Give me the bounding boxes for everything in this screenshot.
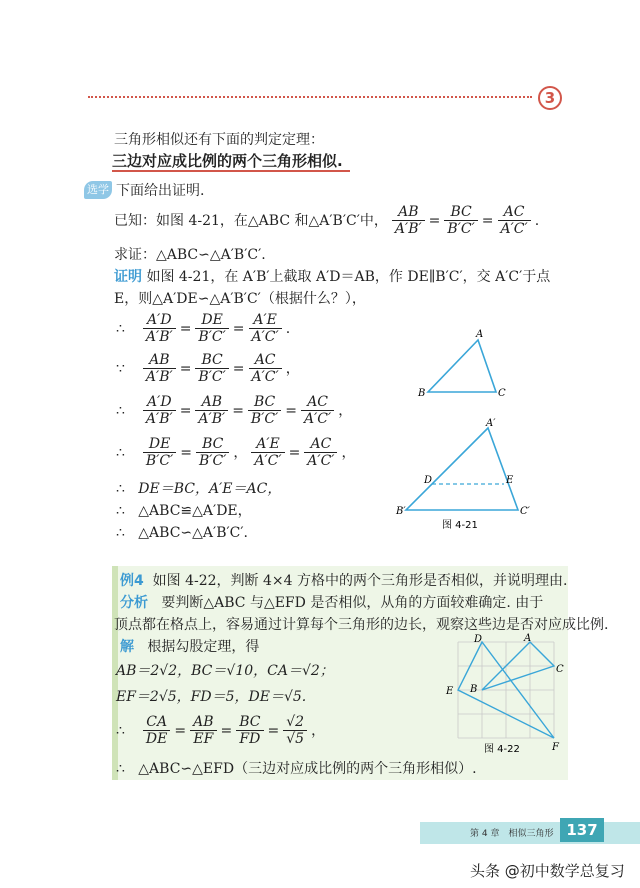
proof-step-1: ∴ $\frac{A'D}{A'B'}$ = $\frac{DE}{B'C'}$ = $\frac{A'E}{A'C'}$ . (116, 312, 291, 345)
proof-line-1: 证明 如图 4-21，在 A′B′上截取 A′D＝AB，作 DE∥B′C′，交 A′C′于点 (114, 269, 551, 285)
label-a2: A (524, 633, 532, 644)
triangle-a1b1c1 (406, 428, 518, 510)
prove-line: 求证：△ABC∽△A′B′C′. (114, 247, 266, 263)
solution-keyword: 解 (120, 639, 134, 655)
figure-4-21-caption: 图 4-21 (442, 520, 478, 531)
given-prefix: 已知：如图 4-21，在△ABC 和△A′B′C′中， (114, 212, 388, 229)
analysis-line-2: 顶点都在格点上，容易通过计算每个三角形的边长，观察这些边是否对应成比例. (114, 617, 609, 633)
solution-step-3: ∴ $\frac{CA}{DE}$ = $\frac{AB}{EF}$ = $\frac{BC}{FD}$ = $\frac{√2}{√5}$ ， (116, 714, 326, 747)
intro-text: 三角形相似还有下面的判定定理： (114, 132, 324, 148)
solution-step-4: ∴ △ABC∽△EFD（三边对应成比例的两个三角形相似）. (116, 761, 477, 777)
given-frac-2: $\frac{BC}{B'C'}$ (444, 204, 477, 237)
page-number: 137 (560, 818, 604, 842)
analysis-keyword: 分析 (120, 595, 148, 611)
chapter-label: 第 4 章 相似三角形 (470, 829, 554, 839)
label-b-prime: B′ (396, 506, 406, 517)
optional-tag: 选学 (84, 181, 112, 199)
solution-step-2: EF＝2√5，FD＝5，DE＝√5. (116, 689, 307, 705)
proof-intro: 下面给出证明. (116, 183, 205, 199)
triangle-abc (428, 340, 496, 392)
given-frac-1: $\frac{AB}{A'B'}$ (392, 204, 425, 237)
proof-step-3: ∴ $\frac{A'D}{A'B'}$ = $\frac{AB}{A'B'}$ = $\frac{BC}{B'C'}$ = $\frac{AC}{A'C'}$ ， (116, 394, 353, 427)
watermark: 头条 @初中数学总复习 (470, 862, 625, 880)
proof-step-2: ∵ $\frac{AB}{A'B'}$ = $\frac{BC}{B'C'}$ = $\frac{AC}{A'C'}$ ， (116, 352, 300, 385)
analysis-line-1: 分析 要判断△ABC 与△EFD 是否相似，从角的方面较难确定. 由于 (120, 595, 544, 611)
solution-step-1: AB＝2√2，BC＝√10，CA＝√2； (116, 663, 334, 679)
example-line: 例4 如图 4-22，判断 4×4 方格中的两个三角形是否相似，并说明理由. (120, 573, 568, 589)
proof-keyword: 证明 (114, 269, 142, 285)
label-b: B (418, 388, 426, 399)
label-c-prime: C′ (520, 506, 530, 517)
proof-line-2: E，则△A′DE∽△A′B′C′（根据什么？）， (114, 291, 366, 307)
label-a: A (476, 329, 484, 340)
label-f2: F (552, 742, 559, 753)
proof-step-5: ∴ DE＝BC，A′E＝AC， (116, 481, 282, 497)
section-badge: 3 (538, 86, 562, 110)
header-dotted-rule (88, 96, 532, 98)
label-d2: D (474, 634, 483, 645)
label-e: E (506, 475, 514, 486)
proof-step-7: ∴ △ABC∽△A′B′C′. (116, 525, 249, 541)
label-a-prime: A′ (486, 418, 496, 429)
example-keyword: 例4 (120, 573, 144, 589)
given-frac-3: $\frac{AC}{A'C'}$ (498, 204, 531, 237)
label-d: D (424, 475, 433, 486)
figure-4-21 (390, 326, 540, 538)
label-e2: E (446, 686, 454, 697)
given-line: 已知：如图 4-21，在△ABC 和△A′B′C′中， $\frac{AB}{A'B'}$ = $\frac{BC}{B'C'}$ = $\frac{AC}{A'C'}$ . (114, 204, 540, 237)
solution-line: 解 根据勾股定理，得 (120, 639, 260, 655)
label-c: C (498, 388, 506, 399)
label-c2: C (556, 664, 564, 675)
theorem-underline (112, 170, 350, 172)
theorem-title: 三边对应成比例的两个三角形相似. (112, 152, 343, 170)
proof-step-4: ∴ $\frac{DE}{B'C'}$ = $\frac{BC}{B'C'}$ ， $\frac{A'E}{A'C'}$ = $\frac{AC}{A'C'}$ ， (116, 436, 356, 469)
label-b2: B (470, 684, 478, 695)
proof-step-6: ∴ △ABC≌△A′DE， (116, 503, 252, 519)
figure-4-22 (440, 632, 564, 760)
figure-4-22-caption: 图 4-22 (484, 744, 520, 755)
